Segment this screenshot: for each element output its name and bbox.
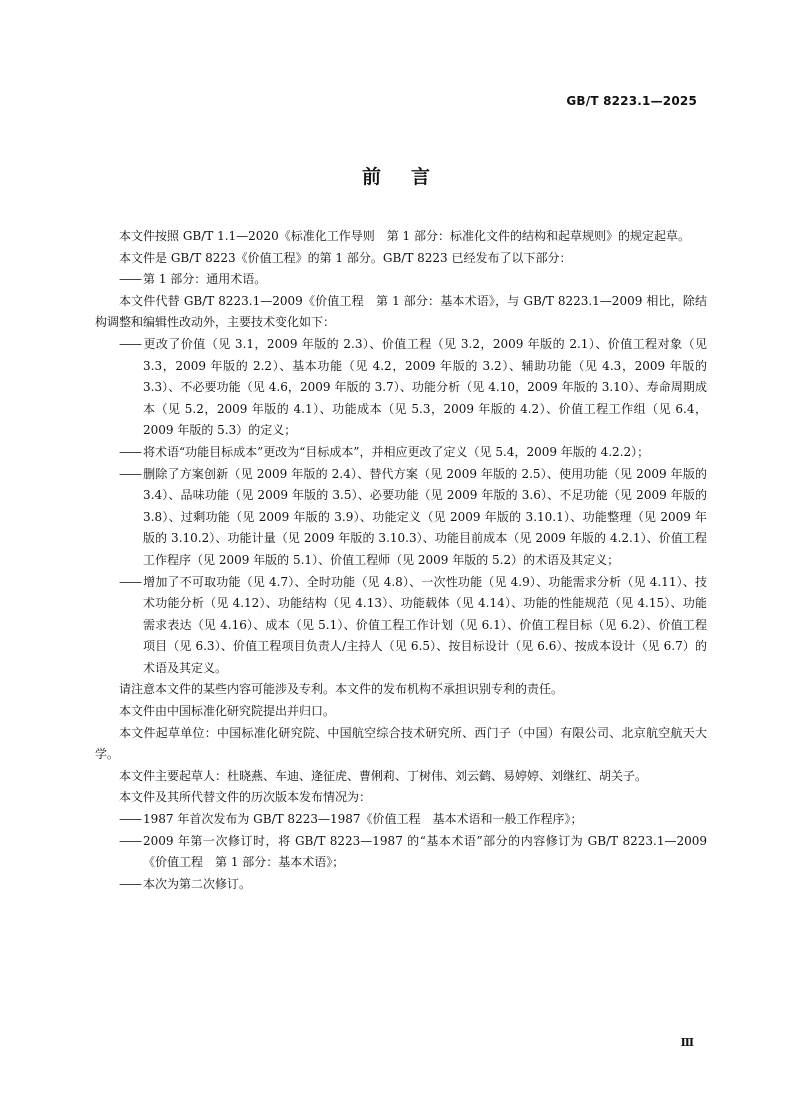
paragraph: 本文件及其所代替文件的历次版本发布情况为： bbox=[119, 790, 372, 805]
list-item bbox=[95, 442, 707, 464]
paragraph: 本文件起草单位：中国标准化研究院、中国航空综合技术研究所、西门子（中国）有限公司、北京航空航天大学。 bbox=[95, 725, 707, 762]
dash-marker: —— bbox=[119, 833, 141, 848]
list-item-text: 1987 年首次发布为 GB/T 8223—1987《价值工程 基本术语和一般工作程序》； bbox=[143, 812, 583, 827]
dash-marker: —— bbox=[119, 812, 141, 827]
list-item-text: 2009 年第一次修订时，将 GB/T 8223—1987 的“基本术语”部分的内容修订为 GB/T 8223.1—2009《价值工程 第 1 部分：基本术语》； bbox=[143, 833, 707, 870]
paragraph: 请注意本文件的某些内容可能涉及专利。本文件的发布机构不承担识别专利的责任。 bbox=[119, 682, 564, 697]
dash-marker: —— bbox=[119, 876, 141, 891]
paragraph: 本文件主要起草人：杜晓燕、车迪、逄征虎、曹俐莉、丁树伟、刘云鹤、易婷婷、刘继红、胡关子。 bbox=[119, 768, 648, 783]
dash-marker: —— bbox=[119, 574, 141, 589]
standard-number: GB/T 8223.1—2025 bbox=[566, 94, 697, 108]
list-item-text: 将术语“功能目标成本”更改为“目标成本”，并相应更改了定义（见 5.4，2009 年版的 4.2.2）； bbox=[143, 444, 650, 459]
list-item-text: 第 1 部分：通用术语。 bbox=[143, 272, 267, 287]
page-number: Ⅲ bbox=[680, 1036, 694, 1049]
list-item bbox=[95, 874, 707, 896]
list-item-text: 更改了价值（见 3.1，2009 年版的 2.3）、价值工程（见 3.2，2009 年版的 2.1）、价值工程对象（见 3.3，2009 年版的 2.2）、基本功能（见 4.2，2009 年版的 3.2）、辅助功能（见 4.3，2009 年版的3.3）、不必要功能（见 4.6，2009 年版的 3.7）、功能分析（见 4.10，2009 年版的 3.10）、寿命周期成本（见 5.2，2009 年版的 4.1）、功能成本（见 5.3，2009 年版的 4.2）、价值工程工作组（见 6.4，2009 年版的 5.3）的定义； bbox=[143, 336, 707, 438]
page-title: 前言 bbox=[361, 166, 460, 188]
list-item-text: 删除了方案创新（见 2009 年版的 2.4）、替代方案（见 2009 年版的 2.5）、使用功能（见 2009 年版的 3.4）、品味功能（见 2009 年版的 3.5）、必要功能（见 2009 年版的 3.6）、不足功能（见 2009 年版的 3.8）、过剩功能（见 2009 年版的 3.9）、功能定义（见 2009 年版的 3.10.1）、功能整理（见 2009 年版的 3.10.2）、功能计量（见 2009 年版的 3.10.3）、功能目前成本（见 2009 年版的 4.2.1）、价值工程工作程序（见 2009 年版的 5.1）、价值工程师（见 2009 年版的 5.2）的术语及其定义； bbox=[143, 466, 707, 567]
list-item bbox=[95, 464, 707, 572]
list-item bbox=[95, 809, 707, 831]
list-item bbox=[95, 334, 707, 442]
paragraph: 本文件按照 GB/T 1.1—2020《标准化工作导则 第 1 部分：标准化文件的结构和起草规则》的规定起草。 bbox=[119, 229, 690, 243]
list-item-text: 增加了不可取功能（见 4.7）、全时功能（见 4.8）、一次性功能（见 4.9）、功能需求分析（见 4.11）、技术功能分析（见 4.12）、功能结构（见 4.13）、功能载体（见 4.14）、功能的性能规范（见 4.15）、功能需求表达（见 4.16）、成本（见 5.1）、价值工程工作计划（见 6.1）、价值工程目标（见 6.2）、价值工程项目（见 6.3）、价值工程项目负责人/主持人（见 6.5）、按目标设计（见 6.6）、按成本设计（见 6.7）的术语及其定义。 bbox=[143, 574, 707, 675]
list-item bbox=[95, 572, 707, 680]
list-item bbox=[95, 831, 707, 874]
list-item-text: 本次为第二次修订。 bbox=[143, 876, 252, 891]
paragraph: 本文件由中国标准化研究院提出并归口。 bbox=[119, 704, 336, 719]
dash-marker: —— bbox=[119, 272, 141, 287]
paragraph: 本文件是 GB/T 8223《价值工程》的第 1 部分。GB/T 8223 已经发布了以下部分： bbox=[119, 250, 572, 265]
paragraph: 本文件代替 GB/T 8223.1—2009《价值工程 第 1 部分：基本术语》，与 GB/T 8223.1—2009 相比，除结构调整和编辑性改动外，主要技术变化如下： bbox=[95, 293, 707, 330]
dash-marker: —— bbox=[119, 336, 141, 351]
list-item bbox=[95, 269, 707, 291]
dash-marker: —— bbox=[119, 466, 141, 481]
dash-marker: —— bbox=[119, 444, 141, 459]
foreword-body bbox=[95, 226, 707, 895]
